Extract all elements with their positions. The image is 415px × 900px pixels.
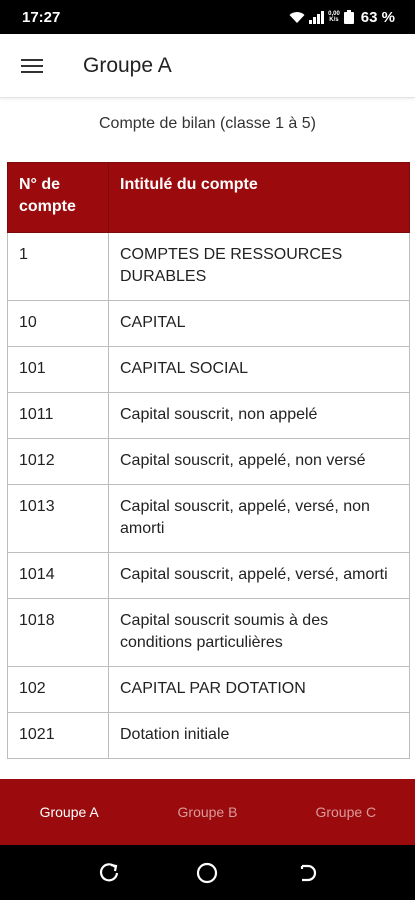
account-code-cell: 1013 — [8, 485, 109, 553]
signal-icon — [309, 11, 324, 24]
account-code-cell: 101 — [8, 347, 109, 393]
table-body — [8, 233, 410, 759]
account-code-cell: 1 — [8, 233, 109, 301]
account-label-cell: Capital souscrit, appelé, versé, non amorti — [109, 485, 410, 553]
account-label-cell: CAPITAL SOCIAL — [109, 347, 410, 393]
battery-percent: 63 % — [360, 8, 395, 26]
table-row[interactable] — [8, 393, 410, 439]
table-row[interactable] — [8, 233, 410, 301]
column-header-label: Intitulé du compte — [109, 163, 410, 233]
account-code-cell: 1011 — [8, 393, 109, 439]
wifi-icon — [289, 11, 305, 24]
bottom-navigation — [0, 779, 415, 845]
account-label-cell: CAPITAL PAR DOTATION — [109, 667, 410, 713]
tab-groupe-a[interactable]: Groupe A — [39, 804, 99, 820]
account-code-cell: 10 — [8, 301, 109, 347]
accounts-table-container[interactable] — [7, 162, 410, 779]
network-speed-value: 0,00 — [328, 11, 340, 17]
account-code-cell: 1018 — [8, 599, 109, 667]
column-header-code: N° de compte — [8, 163, 109, 233]
accounts-table — [7, 162, 410, 759]
table-row[interactable] — [8, 667, 410, 713]
table-row[interactable] — [8, 599, 410, 667]
page-title: Groupe A — [83, 53, 172, 77]
account-label-cell: Capital souscrit, non appelé — [109, 393, 410, 439]
table-row[interactable] — [8, 439, 410, 485]
back-icon[interactable] — [286, 853, 326, 893]
table-row[interactable] — [8, 553, 410, 599]
table-row[interactable] — [8, 713, 410, 759]
system-navigation-bar — [0, 845, 415, 900]
battery-icon — [344, 10, 354, 24]
tab-groupe-c[interactable]: Groupe C — [315, 804, 377, 820]
home-icon[interactable] — [187, 853, 227, 893]
table-header-row — [8, 163, 410, 233]
table-row[interactable] — [8, 347, 410, 393]
hamburger-menu-icon[interactable] — [0, 34, 64, 98]
account-label-cell: Capital souscrit soumis à des conditions particulières — [109, 599, 410, 667]
app-bar — [0, 34, 415, 98]
section-subtitle: Compte de bilan (classe 1 à 5) — [99, 115, 316, 132]
status-bar — [0, 0, 415, 34]
status-icons — [289, 9, 395, 26]
network-speed-unit: K/s — [329, 17, 339, 23]
table-row[interactable] — [8, 485, 410, 553]
account-code-cell: 1021 — [8, 713, 109, 759]
account-code-cell: 102 — [8, 667, 109, 713]
table-row[interactable] — [8, 301, 410, 347]
account-label-cell: Capital souscrit, appelé, non versé — [109, 439, 410, 485]
account-label-cell: Capital souscrit, appelé, versé, amorti — [109, 553, 410, 599]
status-time: 17:27 — [22, 8, 61, 26]
account-code-cell: 1012 — [8, 439, 109, 485]
tab-groupe-b[interactable]: Groupe B — [177, 804, 238, 820]
network-speed — [328, 11, 340, 23]
account-label-cell: CAPITAL — [109, 301, 410, 347]
recent-apps-icon[interactable] — [89, 853, 129, 893]
account-label-cell: COMPTES DE RESSOURCES DURABLES — [109, 233, 410, 301]
account-code-cell: 1014 — [8, 553, 109, 599]
account-label-cell: Dotation initiale — [109, 713, 410, 759]
